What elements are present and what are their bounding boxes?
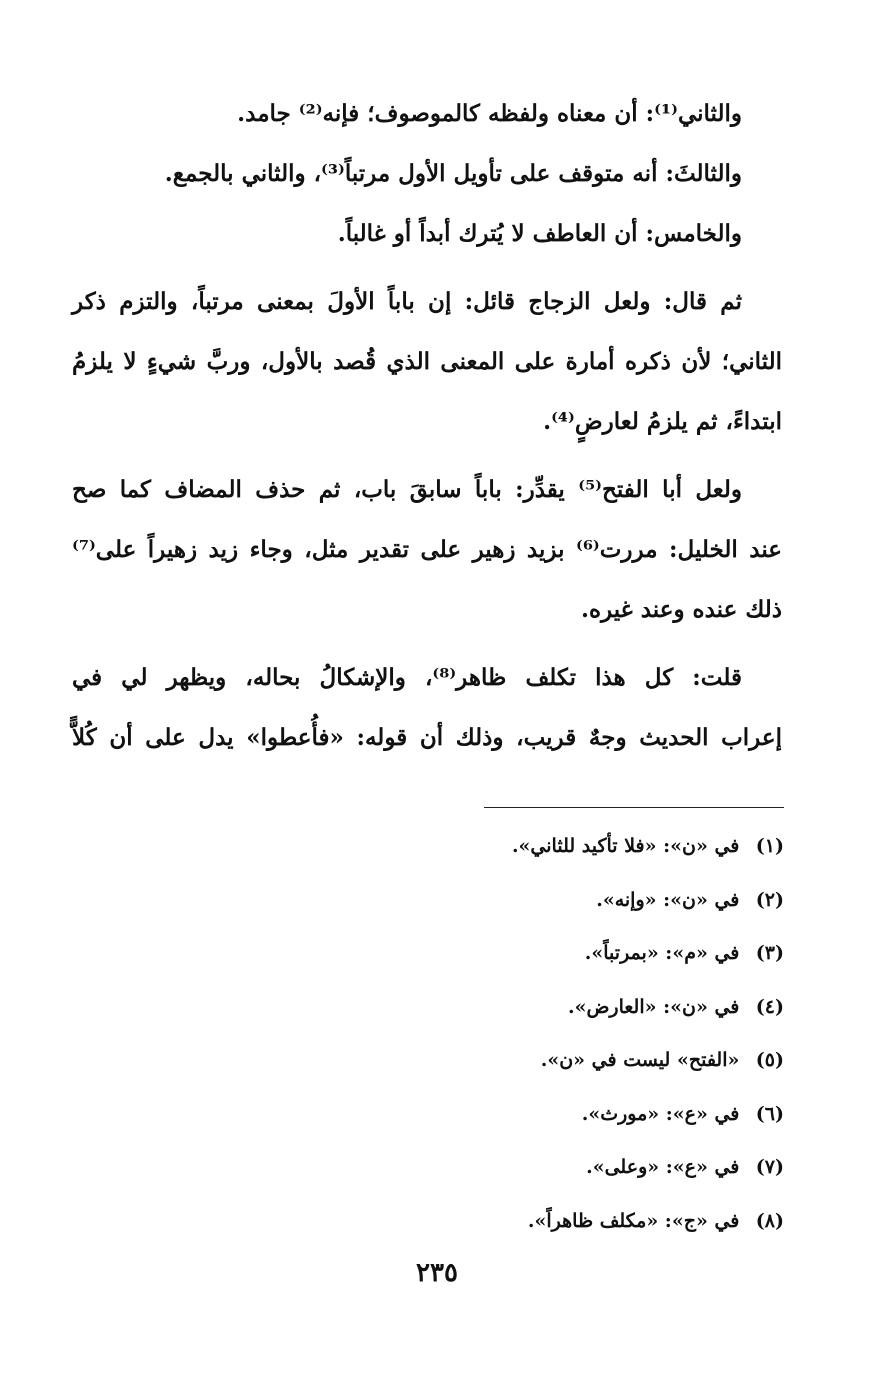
paragraph-2 [72, 144, 782, 204]
footnote-text: في «ن»: «فلا تأكيد للثاني». [511, 835, 740, 857]
page-number: ٢٣٥ [416, 1258, 458, 1288]
footnote-number: (٧) [755, 1156, 784, 1178]
footnote-separator [484, 807, 784, 808]
footnote-number: (٦) [755, 1102, 784, 1125]
footnote-item [300, 874, 784, 928]
footnote-text: في «ج»: «مكلف ظاهراً». [527, 1209, 740, 1232]
paragraph-3-line-1: والخامس: أن العاطف لا يُترك أبداً أو غالباً. [337, 220, 742, 247]
footnote-item [300, 1034, 784, 1088]
footnote-text: «الفتح» ليست في «ن». [540, 1049, 740, 1071]
footnote-number: (٥) [755, 1049, 784, 1071]
footnote-item [300, 820, 784, 874]
paragraph-1 [72, 84, 782, 144]
footnote-text: في «ن»: «وإنه». [596, 888, 740, 911]
paragraph-3 [72, 204, 782, 264]
paragraph-6-line-2: إعراب الحديث وجهٌ قريب، وذلك أن قوله: «فأُعطوا» يدل على أن كُلاًّ [72, 724, 782, 751]
paragraph-4-line-3: ابتداءً، ثم يلزمُ لعارضٍ⁽⁴⁾. [543, 408, 782, 435]
footnotes-list [300, 820, 784, 1248]
footnote-number: (١) [755, 835, 784, 857]
footnote-number: (٣) [755, 942, 784, 964]
paragraph-4-line-2: الثاني؛ لأن ذكره أمارة على المعنى الذي قُصد بالأول، وربَّ شيءٍ لا يلزمُ [72, 348, 782, 375]
paragraph-5-line-3: ذلك عنده وعند غيره. [580, 596, 782, 623]
paragraph-5-line-1: ولعل أبا الفتح⁽⁵⁾ يقدِّر: باباً سابقَ باب، ثم حذف المضاف كما صح [72, 476, 742, 503]
paragraph-1-line-1: والثاني⁽¹⁾: أن معناه ولفظه كالموصوف؛ فإنه⁽²⁾ جامد. [237, 100, 742, 127]
paragraph-5 [72, 460, 782, 640]
paragraph-6 [72, 648, 782, 768]
footnote-number: (٢) [755, 888, 784, 911]
footnote-number: (٨) [755, 1209, 784, 1232]
footnote-number: (٤) [755, 995, 784, 1018]
main-text [72, 84, 782, 768]
footnote-text: في «ن»: «العارض». [567, 995, 740, 1018]
footnote-item [300, 1141, 784, 1195]
footnote-text: في «ع»: «مورث». [581, 1102, 740, 1125]
paragraph-5-line-2: عند الخليل: مررت⁽⁶⁾ بزيد زهير على تقدير مثل، وجاء زيد زهيراً على⁽⁷⁾ [72, 536, 782, 563]
footnote-item [300, 927, 784, 981]
footnote-text: في «ع»: «وعلى». [586, 1156, 740, 1178]
paragraph-4 [72, 272, 782, 452]
footnote-item [300, 981, 784, 1035]
footnote-item [300, 1088, 784, 1142]
paragraph-6-line-1: قلت: كل هذا تكلف ظاهر⁽⁸⁾، والإشكالُ بحاله، ويظهر لي في [72, 664, 742, 691]
footnote-item [300, 1195, 784, 1249]
footnote-text: في «م»: «بمرتباً». [584, 942, 740, 964]
paragraph-2-line-1: والثالثَ: أنه متوقف على تأويل الأول مرتباً⁽³⁾، والثاني بالجمع. [164, 160, 742, 187]
paragraph-4-line-1: ثم قال: ولعل الزجاج قائل: إن باباً الأولَ بمعنى مرتباً، والتزم ذكر [72, 288, 742, 315]
